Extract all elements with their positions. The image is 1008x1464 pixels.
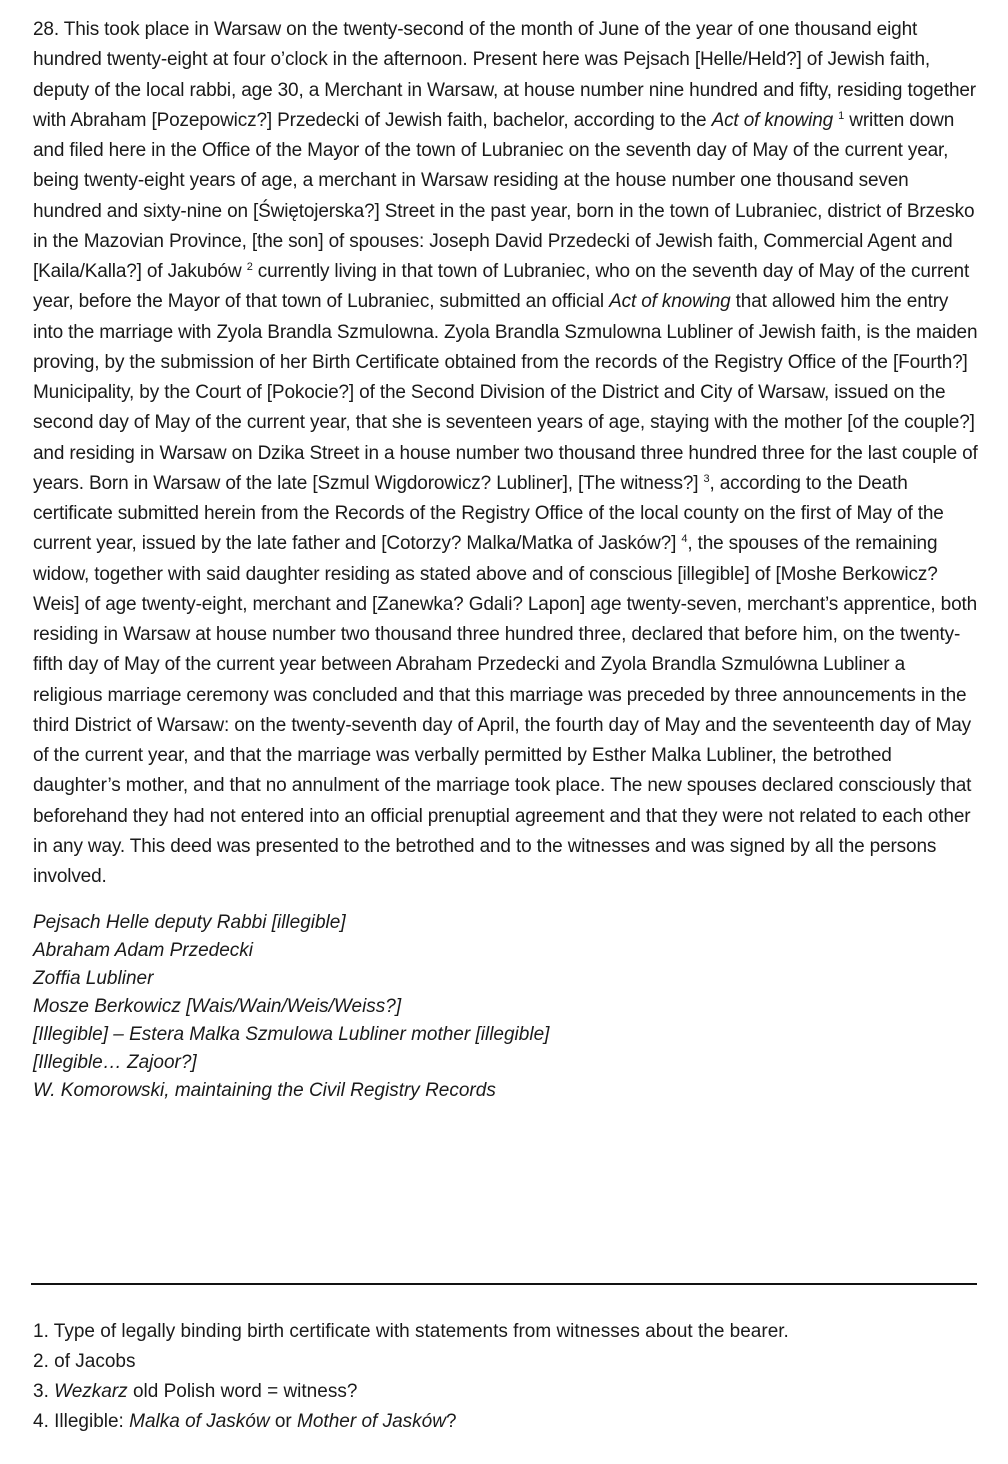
signature-line: Zoffia Lubliner <box>33 968 154 990</box>
text-run: 1. Type of legally binding birth certificate with statements from witnesses about the bearer. <box>33 1321 789 1342</box>
text-run: or <box>269 1411 298 1432</box>
record-paragraph <box>33 15 978 892</box>
italic-text: Wezkarz <box>54 1381 128 1402</box>
text-run: 4. Illegible: <box>33 1411 130 1432</box>
document-page <box>33 15 978 1105</box>
footnote-marker: 3 <box>703 472 710 485</box>
footnote-separator <box>31 1283 977 1285</box>
italic-text: Malka of Jasków <box>129 1411 270 1432</box>
footnote-marker: 2 <box>246 261 253 273</box>
signature-line: W. Komorowski, maintaining the Civil Registry Records <box>33 1079 496 1101</box>
signature-line: Mosze Berkowicz [Wais/Wain/Weis/Weiss?] <box>33 995 402 1017</box>
footnote-item <box>33 1377 978 1407</box>
text-run: that allowed him the entry into the marriage with Zyola Brandla Szmulowna. Zyola Brandla Szmulowna Lubliner of Jewish faith, is the maiden proving, by the submission of her Birth Certificate obtained from the records of the Registry Office of the [Fourth?] Municipality, by the Court of [Pokocie?] of the Second Division of the District and City of Warsaw, issued on the second day of May of the current year, that she is seventeen years of age, staying with the mother [of the couple?] and residing in Warsaw on Dzika Street in a house number two thousand three hundred three for the last couple of years. Born in Warsaw of the late [Szmul Wigdorowicz? Lubliner], [The witness?] <box>33 291 978 494</box>
text-run: , according to the Death certificate submitted herein from the Records of the Registry Office of the local county on the first of May of the current year, issued by the late father and [Cotorzy? Malka/Matka of Jasków?] <box>33 472 944 555</box>
footnote-item <box>33 1347 978 1377</box>
text-run: , the spouses of the remaining widow, together with said daughter residing as stated above and of conscious [illegible] of [Moshe Berkowicz? Weis] of age twenty-eight, merchant and [Zanewka? Gdali? Lapon] age twenty-seven, merchant’s apprentice, both residing in Warsaw at house number two thousand three hundred three, declared that before him, on the twenty-fifth day of May of the current year between Abraham Przedecki and Zyola Brandla Szmulówna Lubliner a religious marriage ceremony was concluded and that this marriage was preceded by three announcements in the third District of Warsaw: on the twenty-seventh day of April, the fourth day of May and the seventeenth day of May of the current year, and that the marriage was verbally permitted by Esther Malka Lubliner, the betrothed daughter’s mother, and that no annulment of the marriage took place. The new spouses declared consciously that beforehand they had not entered into an official prenuptial agreement and that they were not related to each other in any way. This deed was presented to the betrothed and to the witnesses and was signed by all the persons involved. <box>33 533 978 887</box>
footnote-list <box>33 1317 978 1437</box>
italic-text: Act of knowing <box>711 109 834 131</box>
signature-list <box>33 909 978 1104</box>
footnote-marker: 1 <box>838 109 845 122</box>
footnote-item <box>33 1407 978 1437</box>
footnote-marker: 4 <box>681 533 688 546</box>
text-run: written down and filed here in the Office of the Mayor of the town of Lubraniec on the seventh day of May of the current year, being twenty-eight years of age, a merchant in Warsaw residing at the house number one thousand seven hundred and sixty-nine on [Świętojerska?] Street in the past year, born in the town of Lubraniec, district of Brzesko in the Mazovian Province, [the son] of spouses: Joseph David Przedecki of Jewish faith, Commercial Agent and [Kaila/Kalla?] of Jakubów <box>33 109 975 282</box>
italic-text: Mother of Jasków <box>297 1411 446 1432</box>
signature-line: Pejsach Helle deputy Rabbi [illegible] <box>33 912 346 934</box>
text-run: ? <box>445 1411 457 1432</box>
signature-line: [Illegible… Zajoor?] <box>33 1051 197 1073</box>
signature-line: Abraham Adam Przedecki <box>33 940 254 962</box>
italic-text: Act of knowing <box>609 291 731 313</box>
text-run: old Polish word = witness? <box>127 1381 358 1402</box>
signature-line: [Illegible] – Estera Malka Szmulowa Lubliner mother [illegible] <box>33 1023 550 1045</box>
text-run: currently living in that town of Lubraniec, who on the seventh day of May of the current year, before the Mayor of that town of Lubraniec, submitted an official <box>33 261 970 313</box>
footnote-item <box>33 1317 978 1347</box>
text-run: 2. of Jacobs <box>33 1351 136 1372</box>
text-run: 28. This took place in Warsaw on the twenty-second of the month of June of the year of one thousand eight hundred twenty-eight at four o’clock in the afternoon. Present here was Pejsach [Helle/Held?] of Jewish faith, deputy of the local rabbi, age 30, a Merchant in Warsaw, at house number nine hundred and fifty, residing together with Abraham [Pozepowicz?] Przedecki of Jewish faith, bachelor, according to the <box>33 19 976 131</box>
text-run: 3. <box>33 1381 55 1402</box>
